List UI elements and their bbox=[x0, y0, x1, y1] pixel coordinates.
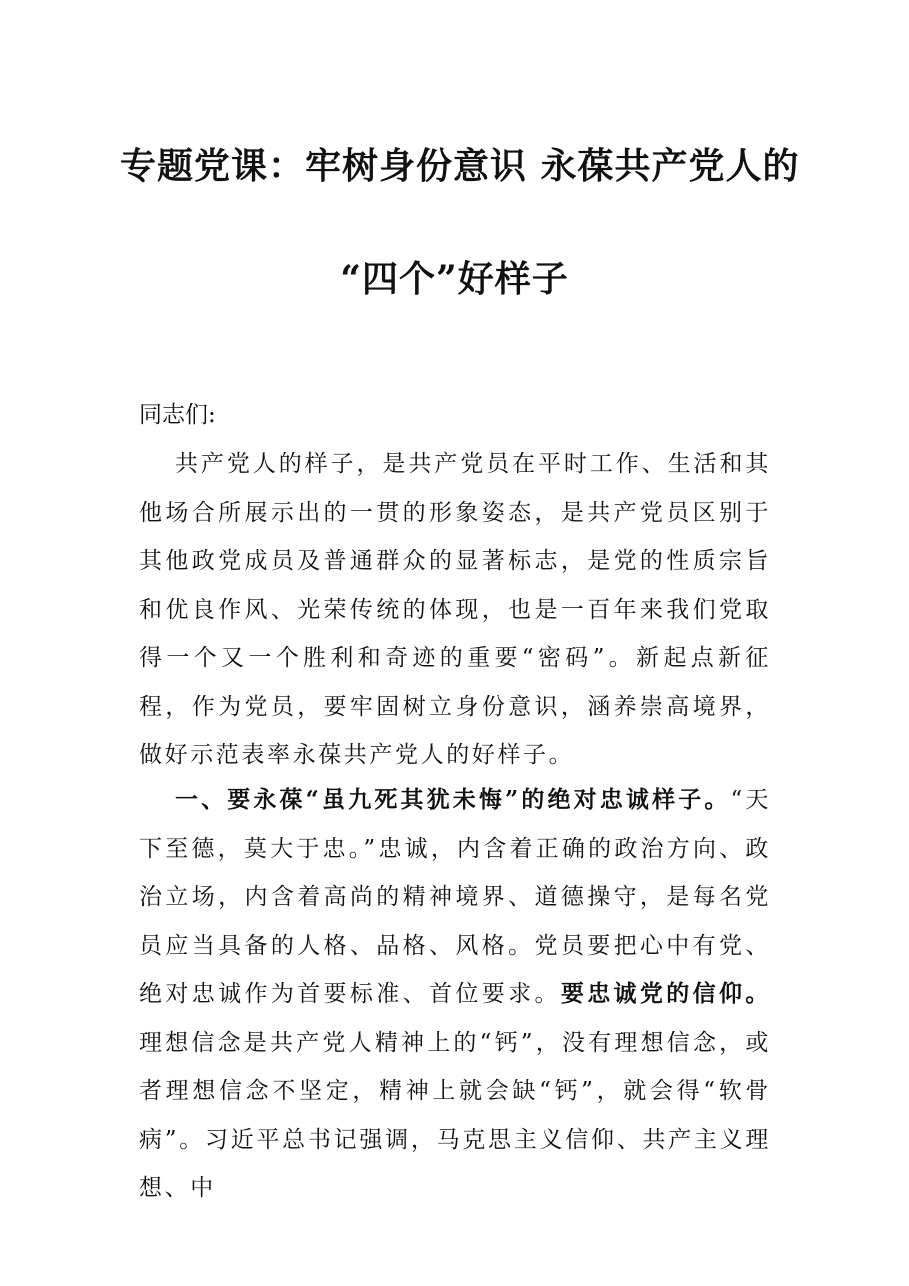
greeting: 同志们: bbox=[139, 402, 216, 428]
paragraph-2-text-b: 理想信念是共产党人精神上的“钙”，没有理想信念，或者理想信念不坚定，精神上就会缺“钙”，就会得“软骨病”。习近平总书记强调，马克思主义信仰、共产主义理想、中 bbox=[139, 1029, 771, 1201]
paragraph-2 bbox=[139, 776, 771, 1213]
section-heading-1: 一、要永葆“虽九死其犹未悔”的绝对忠诚样子。 bbox=[175, 786, 731, 813]
paragraph-1: 共产党人的样子，是共产党员在平时工作、生活和其他场合所展示出的一贯的形象姿态，是共产党员区别于其他政党成员及普通群众的显著标志，是党的性质宗旨和优良作风、光荣传统的体现，也是一百年来我们党取得一个又一个胜利和奇迹的重要“密码”。新起点新征程，作为党员，要牢固树立身份意识，涵养崇高境界，做好示范表率永葆共产党人的好样子。 bbox=[139, 451, 771, 768]
document-title-line-1: 专题党课：牢树身份意识 永葆共产党人的 bbox=[120, 145, 800, 187]
paragraph-2-text-a: “天下至德，莫大于忠。”忠诚，内含着正确的政治方向、政治立场，内含着高尚的精神境界、道德操守，是每名党员应当具备的人格、品格、风格。党员要把心中有党、绝对忠诚作为首要标准、首位要求。 bbox=[139, 787, 771, 1007]
document-title-line-2: “四个”好样子 bbox=[340, 258, 569, 300]
subheading-loyalty-belief: 要忠诚党的信仰。 bbox=[560, 980, 771, 1007]
